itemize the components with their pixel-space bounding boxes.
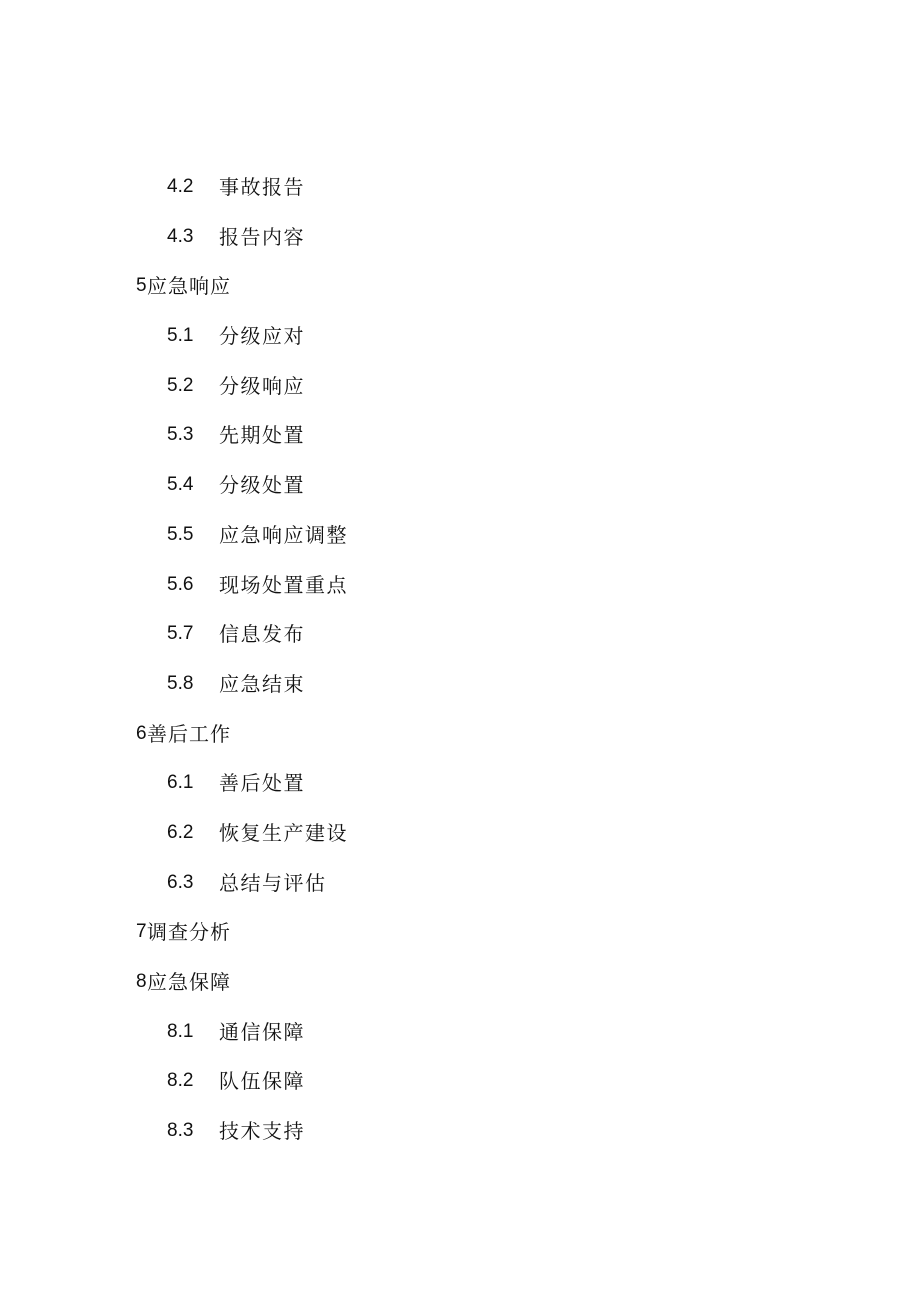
toc-number: 5.3	[167, 424, 194, 446]
toc-title: 先期处置	[219, 423, 305, 448]
toc-chapter-number: 5	[136, 275, 147, 297]
toc-chapter[interactable]	[0, 266, 920, 316]
toc-title: 总结与评估	[219, 870, 327, 895]
toc-number: 4.2	[167, 176, 194, 197]
toc-title: 通信保障	[219, 1019, 305, 1044]
toc-title: 技术支持	[219, 1119, 305, 1144]
toc-entry[interactable]	[0, 515, 920, 565]
toc-title: 善后处置	[219, 771, 305, 796]
toc-number: 8.2	[167, 1070, 194, 1092]
toc-number: 5.7	[167, 623, 194, 645]
toc-chapter-title: 善后工作	[147, 721, 231, 746]
toc-number: 5.8	[167, 672, 194, 694]
toc-number: 8.1	[167, 1020, 194, 1042]
toc-number: 6.2	[167, 821, 194, 843]
toc-number: 6.1	[167, 772, 194, 794]
toc-title: 分级响应	[219, 373, 305, 398]
toc-chapter-number: 6	[136, 722, 147, 744]
toc-number: 8.3	[167, 1120, 194, 1142]
toc-title: 现场处置重点	[219, 572, 348, 597]
toc-entry[interactable]	[0, 316, 920, 366]
toc-entry[interactable]	[0, 1012, 920, 1062]
toc-title: 分级处置	[219, 473, 305, 498]
toc-chapter-number: 7	[136, 921, 147, 943]
toc-chapter[interactable]	[0, 912, 920, 962]
toc-entry[interactable]	[0, 664, 920, 714]
table-of-contents	[0, 167, 920, 1161]
toc-number: 5.6	[167, 573, 194, 595]
toc-entry[interactable]	[0, 366, 920, 416]
toc-chapter-number: 8	[136, 971, 147, 992]
toc-chapter-title: 应急保障	[147, 970, 231, 994]
toc-entry[interactable]	[0, 565, 920, 615]
toc-entry[interactable]	[0, 614, 920, 664]
toc-title: 应急结束	[219, 671, 305, 696]
toc-title: 队伍保障	[219, 1069, 305, 1094]
toc-number: 5.1	[167, 325, 194, 347]
toc-chapter-title: 应急响应	[147, 274, 231, 299]
toc-number: 5.4	[167, 474, 194, 496]
toc-title: 事故报告	[219, 175, 305, 199]
toc-title: 应急响应调整	[219, 522, 348, 547]
toc-chapter-title: 调查分析	[147, 920, 231, 945]
toc-entry[interactable]	[0, 863, 920, 913]
toc-entry[interactable]	[0, 415, 920, 465]
toc-entry[interactable]	[0, 763, 920, 813]
toc-number: 5.5	[167, 523, 194, 545]
toc-number: 6.3	[167, 871, 194, 893]
toc-entry[interactable]	[0, 1111, 920, 1161]
toc-number: 4.3	[167, 225, 194, 247]
toc-entry[interactable]	[0, 465, 920, 515]
toc-entry[interactable]	[0, 1061, 920, 1111]
toc-title: 恢复生产建设	[219, 820, 348, 845]
toc-chapter[interactable]	[0, 962, 920, 1012]
toc-number: 5.2	[167, 374, 194, 396]
toc-chapter[interactable]	[0, 714, 920, 764]
toc-title: 报告内容	[219, 224, 305, 249]
toc-entry[interactable]	[0, 813, 920, 863]
toc-entry[interactable]	[0, 167, 920, 217]
toc-entry[interactable]	[0, 217, 920, 267]
toc-title: 信息发布	[219, 622, 305, 647]
toc-title: 分级应对	[219, 324, 305, 349]
